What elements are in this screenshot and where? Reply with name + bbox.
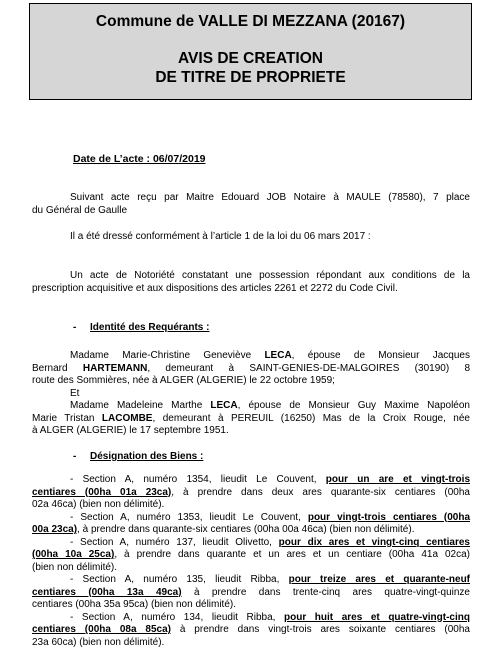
- text-span: , à prendre dans quarante et un ares et un centiare (00ha 41a 02ca): [114, 549, 470, 560]
- property-line: [32, 549, 470, 562]
- properties-heading: [73, 451, 203, 462]
- text-span: , épouse de Monsieur Guy Maxime Napoléon: [237, 400, 470, 411]
- requester-1-paragraph: [32, 350, 470, 438]
- text-span: , épouse de Monsieur Jacques: [291, 350, 470, 361]
- area-highlight: pour huit ares et quatre-vingt-cinq: [284, 611, 470, 623]
- property-item: [32, 512, 470, 537]
- act-date: Date de L’acte : 06/07/2019: [73, 153, 206, 165]
- text-span: , demeurant à PEREUIL (16250) Mas de la Croix Rouge, née: [152, 412, 470, 424]
- property-line: (bien non délimité).: [32, 561, 118, 573]
- properties-heading-text: Désignation des Biens :: [90, 451, 204, 462]
- text-span: à prendre dans trente-cinq ares quatre-vingt-quinze: [181, 586, 470, 598]
- heading-dash: -: [73, 322, 77, 333]
- property-line: [32, 537, 470, 550]
- requester-1-line2: [32, 363, 470, 376]
- heading-dash: -: [73, 451, 77, 462]
- text-span: , à prendre dans deux ares quarante-six centiares (00ha: [171, 486, 470, 498]
- area-highlight: pour treize ares et quarante-neuf: [288, 574, 471, 585]
- law-paragraph: Il a été dressé conformément à l’article 1 de la loi du 06 mars 2017 :: [70, 231, 371, 242]
- text-span: - Section A, numéro 1354, lieudit Le Couvent,: [70, 474, 326, 485]
- notice-title-line2: DE TITRE DE PROPRIETE: [155, 69, 346, 86]
- area-highlight: pour vingt-trois centiares (00ha: [307, 511, 471, 523]
- area-highlight: pour un are et vingt-trois: [325, 474, 471, 485]
- requester-1-line3: route des Sommières, née à ALGER (ALGERIE) le 22 octobre 1959;: [32, 375, 335, 386]
- text-span: Bernard: [32, 362, 83, 374]
- requester-2-line1: [32, 400, 470, 413]
- intro-line1: Suivant acte reçu par Maitre Edouard JOB Notaire à MAULE (78580), 7 place: [70, 192, 470, 203]
- text-span: Madame Madeleine Marthe: [70, 400, 211, 411]
- property-line: [32, 474, 470, 487]
- property-line: centiares (00ha 35a 95ca) (bien non délimité).: [32, 599, 237, 610]
- text-span: , demeurant à SAINT-GENIES-DE-MALGOIRES (30190) 8: [147, 362, 470, 374]
- text-span: , à prendre dans quarante-six centiares (00ha 00a 46ca) (bien non délimité).: [77, 524, 415, 535]
- text-span: Marie Tristan: [32, 412, 102, 424]
- area-highlight: 00a 23ca): [32, 524, 78, 535]
- commune-title: Commune de VALLE DI MEZZANA (20167): [95, 13, 406, 30]
- property-line: 02a 46ca) (bien non délimité).: [32, 499, 165, 510]
- text-span: - Section A, numéro 135, lieudit Ribba,: [70, 574, 289, 585]
- property-item: [32, 612, 470, 650]
- property-line: [32, 487, 470, 500]
- notice-title: [30, 49, 471, 87]
- property-item: [32, 574, 470, 612]
- property-line: [32, 524, 470, 537]
- area-highlight: centiares (00ha 01a 23ca): [32, 486, 172, 498]
- property-line: [32, 512, 470, 525]
- property-line: [32, 624, 470, 637]
- intro-line2: du Général de Gaulle: [32, 204, 128, 216]
- area-highlight: centiares (00ha 08a 85ca): [32, 624, 171, 635]
- surname: LECA: [264, 350, 292, 361]
- area-highlight: (00ha 10a 25ca): [32, 549, 115, 560]
- notoriety-line1: Un acte de Notoriété constatant une possession répondant aux conditions de la: [70, 270, 470, 281]
- surname: LACOMBE: [101, 412, 153, 424]
- text-span: à prendre dans vingt-trois ares soixante centiares (00ha: [170, 624, 470, 635]
- property-item: [32, 537, 470, 575]
- properties-list: [32, 474, 470, 649]
- requesters-heading-text: Identité des Requérants :: [90, 322, 210, 333]
- text-span: - Section A, numéro 137, lieudit Olivetto,: [70, 536, 279, 548]
- requester-2-line2: [32, 413, 470, 426]
- notoriety-line2: prescription acquisitive et aux dispositions des articles 2261 et 2272 du Code Civil.: [32, 282, 398, 294]
- requester-1-line1: [32, 350, 470, 363]
- area-highlight: centiares (00ha 13a 49ca): [32, 586, 182, 598]
- requester-2-line3: à ALGER (ALGERIE) le 17 septembre 1951.: [32, 425, 229, 436]
- surname: HARTEMANN: [82, 362, 148, 374]
- text-span: - Section A, numéro 1353, lieudit Le Couvent,: [70, 511, 308, 523]
- property-line: 23a 60ca) (bien non délimité).: [32, 636, 165, 648]
- intro-paragraph: [32, 192, 470, 217]
- requesters-heading: [73, 322, 209, 333]
- property-item: [32, 474, 470, 512]
- notice-title-line1: AVIS DE CREATION: [178, 50, 323, 67]
- title-box: [29, 3, 472, 100]
- notoriety-paragraph: [32, 270, 470, 295]
- text-span: - Section A, numéro 134, lieudit Ribba,: [70, 611, 285, 623]
- property-line: [32, 612, 470, 625]
- text-span: Madame Marie-Christine Geneviève: [70, 350, 265, 361]
- area-highlight: pour dix ares et vingt-cinq centiares: [278, 536, 470, 548]
- property-line: [32, 587, 470, 600]
- surname: LECA: [210, 400, 238, 411]
- and-word: Et: [70, 387, 80, 399]
- property-line: [32, 574, 470, 587]
